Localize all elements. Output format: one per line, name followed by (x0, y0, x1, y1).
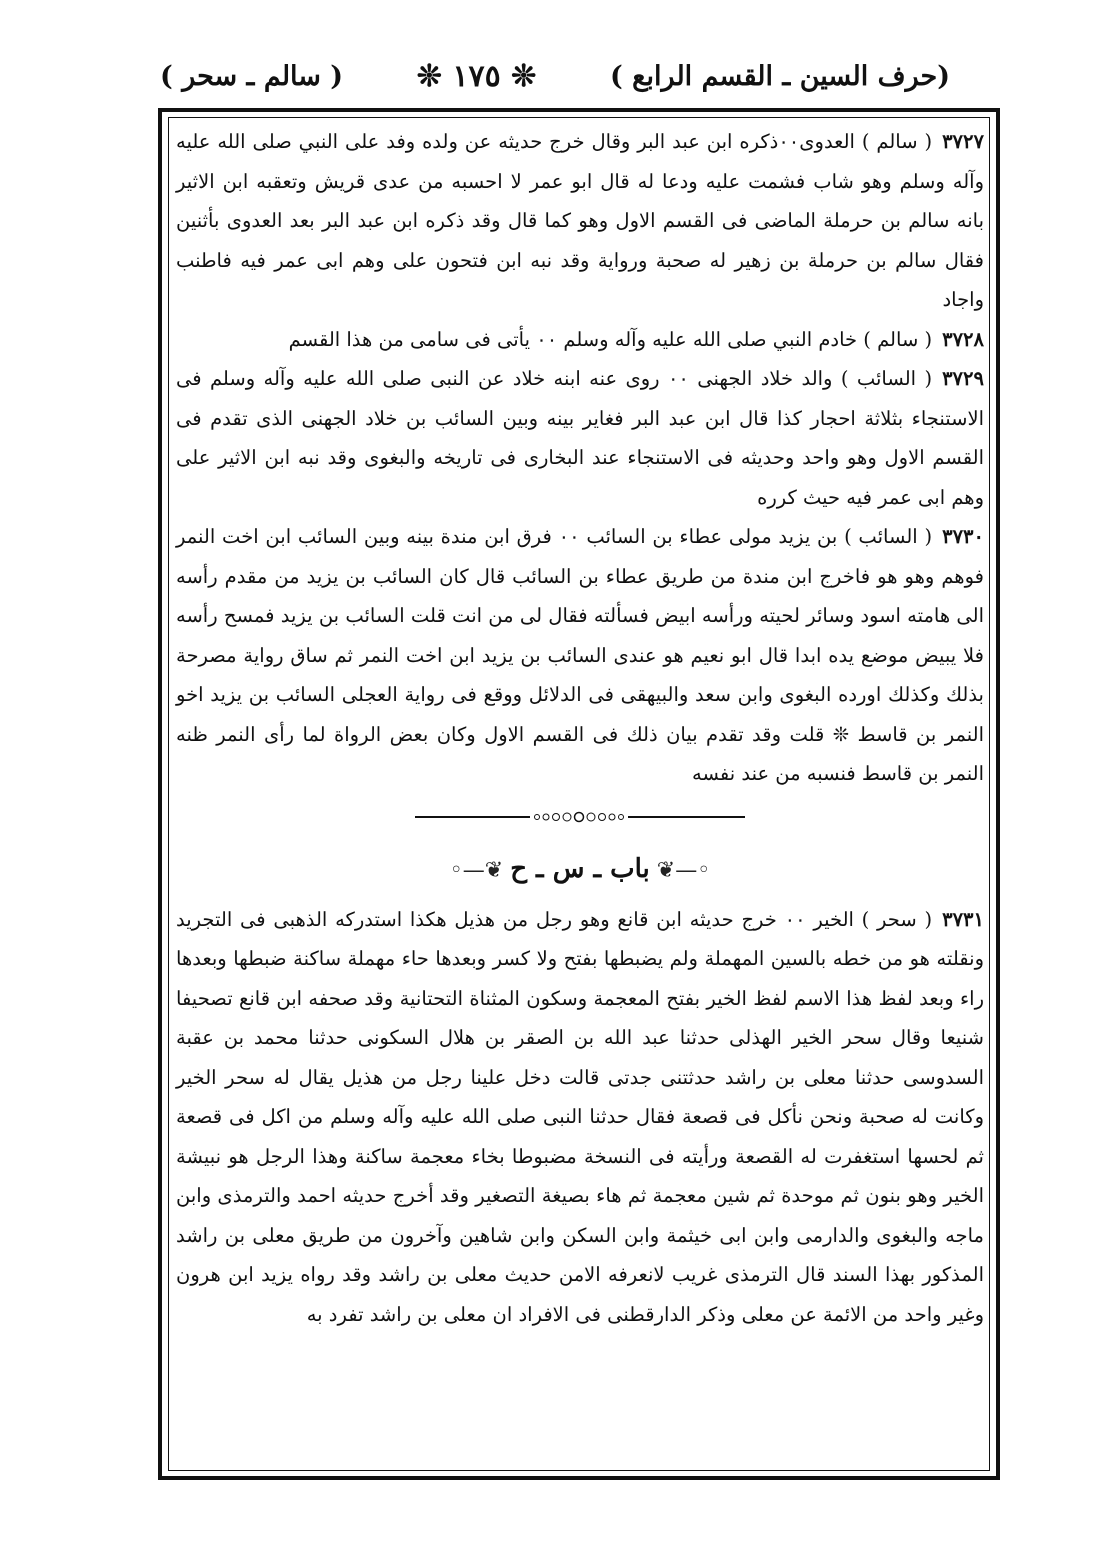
entry-3730 (176, 517, 984, 794)
section-heading (176, 840, 984, 900)
entry-text: ( السائب ) والد خلاد الجهنى ٠٠ روى عنه ابنه خلاد عن النبى صلى الله عليه وآله وسلم فى الاستنجاء بثلاثة احجار كذا قال ابن عبد البر فغاير بينه وبين السائب بن خلاد الجهنى الذى تقدم فى القسم الاول وهو واحد وحديثه فى الاستنجاء عند البخارى فى تاريخه والبغوى وقد نبه ابن الاثير على وهم ابى عمر فيه حيث كرره (176, 367, 984, 509)
running-head-entries: ( سالم ـ سحر ) (160, 60, 344, 92)
entry-number: ٣٧٢٧ (942, 130, 984, 153)
heading-ornament-icon: ◦—❦ (649, 857, 711, 883)
entry-3731 (176, 900, 984, 1335)
section-heading-text: باب ـ س ـ ح (510, 853, 650, 884)
entry-text: ( سالم ) خادم النبي صلى الله عليه وآله وسلم ٠٠ يأتى فى سامى من هذا القسم (288, 327, 933, 351)
heading-ornament-icon: ❦—◦ (449, 857, 511, 883)
entry-text: ( سالم ) العدوى٠٠ذكره ابن عبد البر وقال خرج حديثه عن ولده وفد على النبي صلى الله عليه وآله وسلم وهو شاب فشمت عليه ودعا له قال ابو عمر لا احسبه من عدى قريش وتعقبه ابن الاثير بانه سالم بن حرملة الماضى فى القسم الاول وهو كما قال وقد ذكره ابن عبد البر بعد العدوى بأثنين فقال سالم بن حرملة بن زهير له صحبة ورواية وقد نبه ابن فتحون على وهم ابى عمر فيه فاطنب واجاد (176, 130, 984, 311)
entry-3727 (176, 122, 984, 320)
divider-ornament-icon (415, 809, 745, 825)
entry-number: ٣٧٢٨ (942, 327, 984, 351)
entry-number: ٣٧٢٩ (942, 367, 984, 390)
entry-3728 (176, 320, 984, 360)
entry-3729 (176, 359, 984, 517)
section-divider (176, 794, 984, 840)
entry-number: ٣٧٣٠ (942, 525, 984, 548)
main-text (176, 122, 984, 1334)
page-number: ❊ ١٧٥ ❊ (416, 58, 537, 94)
entry-text: ( السائب ) بن يزيد مولى عطاء بن السائب ٠٠ فرق ابن مندة بينه وبين السائب ابن اخت النمر فوهم وهو هو فاخرج ابن مندة من طريق عطاء بن السائب قال كان السائب بن يزيد من مقدم رأسه الى هامته اسود وسائر لحيته ورأسه ابيض فسألته فقال لى من انت قلت السائب بن يزيد فمسح رأسه فلا يبيض موضع يده ابدا قال ابو نعيم هو عندى السائب بن يزيد ابن اخت النمر ثم ساق رواية مصرحة بذلك وكذلك اورده البغوى وابن سعد والبيهقى فى الدلائل ووقع فى رواية العجلى السائب بن يزيد اخو النمر بن قاسط ❊ قلت وقد تقدم بيان ذلك فى القسم الاول وكان بعض الرواة لما رأى النمر ظنه النمر بن قاسط فنسبه من عند نفسه (176, 525, 984, 785)
running-head (160, 48, 950, 104)
running-head-chapter: (حرف السين ـ القسم الرابع ) (609, 60, 950, 92)
entry-text: ( سحر ) الخير ٠٠ خرج حديثه ابن قانع وهو رجل من هذيل هكذا استدركه الذهبى فى التجريد ونقلته هو من خطه بالسين المهملة ولم يضبطها بفتح ولا كسر وبعدها حاء مهملة ساكنة ضبطها وبعدها راء وبعد لفظ هذا الاسم لفظ الخير بفتح المعجمة وسكون المثناة التحتانية وقد صحفه ابن قانع تصحيفا شنيعا وقال سحر الخير الهذلى حدثنا عبد الله بن الصقر بن هلال السكونى حدثنا محمد بن عقبة السدوسى حدثنا معلى بن راشد حدثتنى جدتى قالت دخل علينا رجل من هذيل يقال له سحر الخير وكانت له صحبة ونحن نأكل فى قصعة فقال حدثنا النبى صلى الله عليه وآله وسلم من اكل فى قصعة ثم لحسها استغفرت له القصعة ورأيته فى النسخة مضبوطا بخاء معجمة ساكنة وهذا الرجل هو نبيشة الخير وهو بنون ثم موحدة ثم شين معجمة ثم هاء بصيغة التصغير وقد أخرج حديثه احمد والترمذى وابن ماجه والبغوى والدارمى وابن ابى خيثمة وابن السكن وابن شاهين وآخرون من طريق معلى بن راشد المذكور بهذا السند قال الترمذى غريب لانعرفه الامن حديث معلى بن راشد وقد رواه يزيد ابن هرون وغير واحد من الائمة عن معلى وذكر الدارقطنى فى الافراد ان معلى بن راشد تفرد به (176, 907, 984, 1326)
entry-number: ٣٧٣١ (942, 907, 984, 931)
